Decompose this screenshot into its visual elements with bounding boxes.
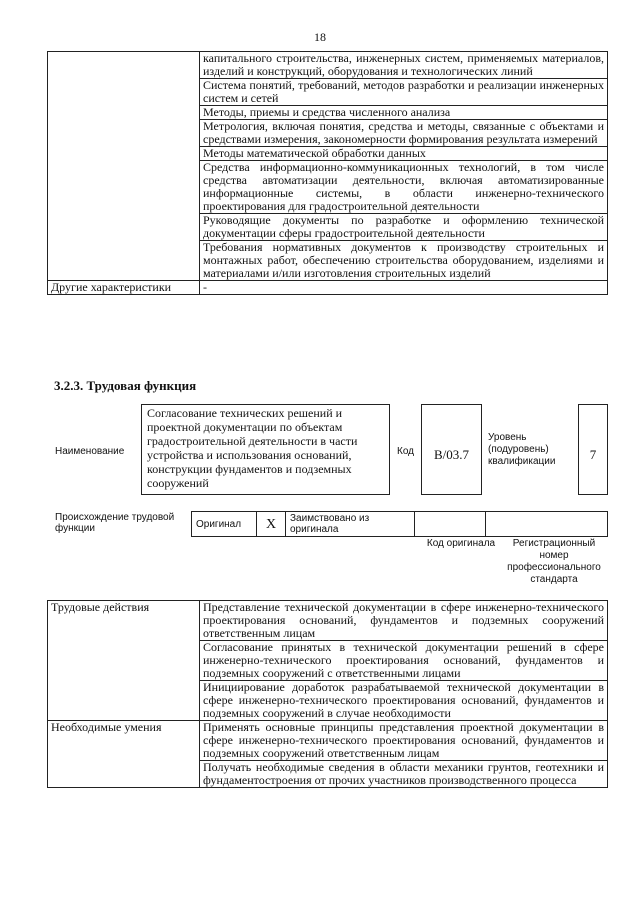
table-row <box>48 281 608 295</box>
origin-table <box>191 511 608 537</box>
table-cell: Требования нормативных документов к производству строительных и монтажных работ, обеспечению строительства оборудованием, изделиями и материалами и/или изготовления строительных изделий <box>200 241 608 281</box>
table-row <box>48 601 608 641</box>
labor-actions-label: Трудовые действия <box>48 601 200 721</box>
table-cell-label <box>48 52 200 281</box>
knowledge-table <box>47 51 608 295</box>
table-row <box>192 512 608 537</box>
table-cell: Представление технической документации в сфере инженерно-технического проектирования оснований, фундаментов и подземных сооружений ответственным лицам <box>200 601 608 641</box>
table-cell: Получать необходимые сведения в области механики грунтов, геотехники и фундаментостроения от прочих участников производственного процесса <box>200 761 608 788</box>
table-cell: капитального строительства, инженерных систем, применяемых материалов, изделий и конструкций, оборудования и технологических линий <box>200 52 608 79</box>
code-box <box>421 404 482 495</box>
code-label: Код <box>397 446 415 457</box>
table-cell: Методы, приемы и средства численного анализа <box>200 106 608 120</box>
table-cell: Руководящие документы по разработке и оформлению технической документации сферы градостроительной деятельности <box>200 214 608 241</box>
borrowed-label: Заимствовано из оригинала <box>286 512 415 537</box>
table-cell: Методы математической обработки данных <box>200 147 608 161</box>
table-cell: Средства информационно-коммуникационных технологий, в том числе средства автоматизации деятельности, включая автоматизированные информационные системы, в области инженерно-технического проектирования для градостроительной деятельности <box>200 161 608 214</box>
code-original-caption: Код оригинала <box>426 538 496 549</box>
other-characteristics-value: - <box>200 281 608 295</box>
other-characteristics-label: Другие характеристики <box>48 281 200 295</box>
labor-actions-table <box>47 600 608 788</box>
table-cell: Система понятий, требований, методов разработки и реализации инженерных систем и сетей <box>200 79 608 106</box>
page-number: 18 <box>314 30 326 44</box>
code-value: B/03.7 <box>433 447 470 462</box>
table-cell: Применять основные принципы представления проектной документации в сфере инженерно-технического проектирования оснований, фундаментов и подземных сооружений ответственным лицам <box>200 721 608 761</box>
reg-number-caption: Регистрационный номер профессионального стандарта <box>507 538 601 585</box>
code-original-cell <box>415 512 486 537</box>
table-cell: Инициирование доработок разрабатываемой технической документации в сфере инженерно-технического проектирования оснований, фундаментов и подземных сооружений в случае необходимости <box>200 681 608 721</box>
name-label: Наименование <box>55 446 125 457</box>
level-value: 7 <box>589 447 597 462</box>
function-name-box <box>141 404 390 495</box>
reg-number-cell <box>486 512 608 537</box>
table-cell: Метрология, включая понятия, средства и методы, связанные с объектами и средствами измерения, закономерности формирования результата измерений <box>200 120 608 147</box>
original-mark: X <box>257 512 286 537</box>
original-label: Оригинал <box>192 512 257 537</box>
origin-label: Происхождение трудовой функции <box>55 512 175 534</box>
table-row <box>48 721 608 761</box>
table-cell: Согласование принятых в технической документации решений в сфере инженерно-технического проектирования оснований, фундаментов и подземных сооружений с ответственными лицами <box>200 641 608 681</box>
section-heading: 3.2.3. Трудовая функция <box>54 378 197 393</box>
level-label: Уровень (подуровень) квалификации <box>488 432 556 467</box>
skills-label: Необходимые умения <box>48 721 200 788</box>
table-row <box>48 52 608 79</box>
level-box <box>578 404 608 495</box>
function-name-value: Согласование технических решений и проектной документации по объектам градостроительной деятельности в части устройства и использования оснований, конструкции фундаментов и подземных сооружений <box>147 406 358 490</box>
